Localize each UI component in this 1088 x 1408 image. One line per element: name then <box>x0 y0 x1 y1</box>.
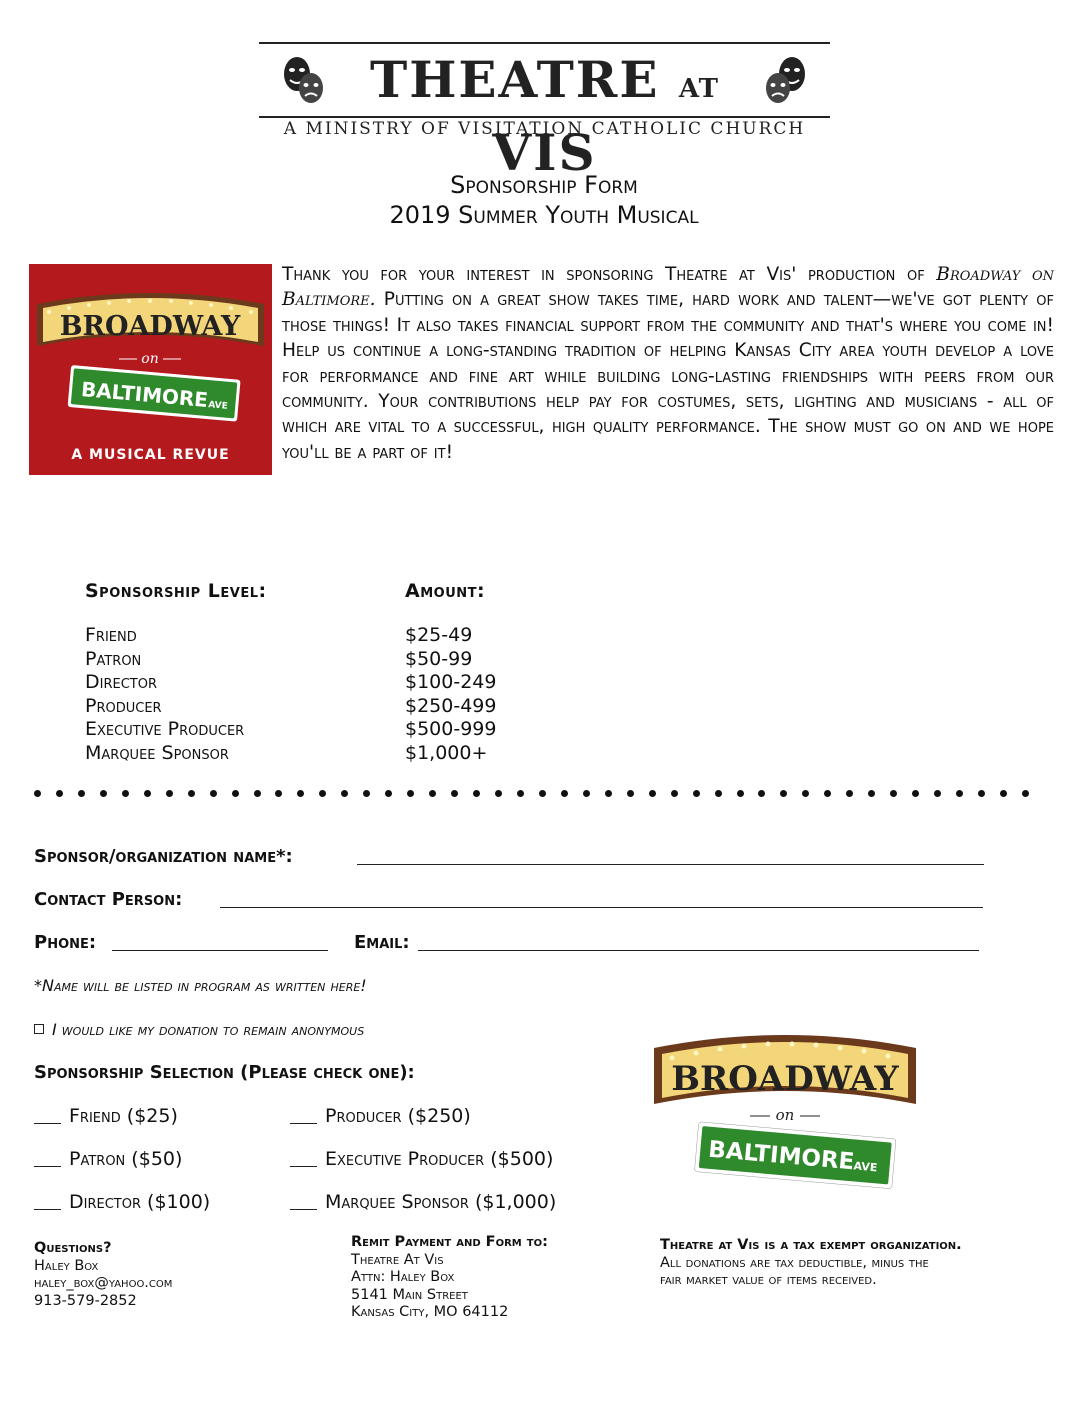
option-blank[interactable] <box>290 1209 317 1210</box>
separator-dot <box>846 790 853 797</box>
separator-dot <box>232 790 239 797</box>
separator-dot <box>605 790 612 797</box>
broadway-logo <box>650 1018 920 1198</box>
logo-street-text: BALTIMORE <box>707 1136 856 1176</box>
table-row: Patron $50-99 <box>85 647 473 670</box>
email-label: Email: <box>354 932 410 953</box>
separator-dot <box>890 790 897 797</box>
option-director[interactable]: Director ($100) <box>34 1191 210 1213</box>
ministry-subtitle: A MINISTRY OF VISITATION CATHOLIC CHURCH <box>283 119 806 139</box>
poster-tagline: A MUSICAL REVUE <box>71 447 230 463</box>
option-blank[interactable] <box>290 1123 317 1124</box>
separator-dot <box>100 790 107 797</box>
remit-line: Theatre At Vis <box>351 1251 444 1268</box>
logo-on-text: on <box>775 1106 795 1124</box>
separator-dot <box>56 790 63 797</box>
sponsorship-levels-table <box>85 580 605 765</box>
anonymous-label: I would like my donation to remain anonymous <box>52 1020 365 1039</box>
logo-broadway-text: BROADWAY <box>671 1059 899 1099</box>
table-row: Marquee Sponsor $1,000+ <box>85 741 488 764</box>
separator-dot <box>297 790 304 797</box>
form-title <box>0 170 1088 230</box>
separator-dot <box>737 790 744 797</box>
remit-heading: Remit Payment and Form to: <box>351 1234 548 1250</box>
separator-dot <box>780 790 787 797</box>
option-executive-producer[interactable]: Executive Producer ($500) <box>290 1148 553 1170</box>
contact-email[interactable]: haley_box@yahoo.com <box>34 1275 173 1291</box>
separator-dot <box>978 790 985 797</box>
option-friend[interactable]: Friend ($25) <box>34 1105 178 1127</box>
separator-dot <box>407 790 414 797</box>
separator-dot <box>1000 790 1007 797</box>
separator-dot <box>561 790 568 797</box>
option-producer[interactable]: Producer ($250) <box>290 1105 471 1127</box>
banner-top-rule <box>259 42 830 44</box>
separator-dot <box>363 790 370 797</box>
separator-dot <box>517 790 524 797</box>
levels-header <box>85 580 605 606</box>
levels-header-amount: Amount: <box>405 580 486 602</box>
separator-dot <box>188 790 195 797</box>
separator-dot <box>627 790 634 797</box>
contact-phone: 913-579-2852 <box>34 1292 137 1309</box>
remit-block <box>351 1234 548 1322</box>
separator-dot <box>210 790 217 797</box>
remit-line: 5141 Main Street <box>351 1286 468 1303</box>
sponsor-name-field[interactable] <box>357 864 984 865</box>
option-blank[interactable] <box>34 1123 61 1124</box>
separator-dot <box>649 790 656 797</box>
questions-heading: Questions? <box>34 1240 112 1256</box>
tax-heading: Theatre at Vis is a tax exempt organization. <box>660 1237 962 1253</box>
separator-dot <box>385 790 392 797</box>
separator-dot <box>539 790 546 797</box>
separator-dot <box>715 790 722 797</box>
sponsor-name-label: Sponsor/organization name*: <box>34 846 293 867</box>
anonymous-checkbox[interactable] <box>34 1024 44 1034</box>
separator-dot <box>144 790 151 797</box>
separator-dot <box>122 790 129 797</box>
option-blank[interactable] <box>34 1166 61 1167</box>
separator-dot <box>824 790 831 797</box>
poster-ave-text: AVE <box>207 400 229 412</box>
separator-dot <box>758 790 765 797</box>
questions-block <box>34 1240 172 1310</box>
separator-dot <box>34 790 41 797</box>
banner-bottom-rule <box>259 116 830 118</box>
separator-dot <box>78 790 85 797</box>
theatre-masks-icon <box>279 52 327 108</box>
remit-line: Kansas City, MO 64112 <box>351 1304 509 1320</box>
tax-block <box>660 1237 962 1290</box>
intro-paragraph: Thank you for your interest in sponsoring Theatre at Vis' production of Broadway on Baltimore. Putting on a great show takes time, hard work and talent—we've got plenty of those things! It also takes financial support from the community and that's where you come in! Help us continue a long-standing tradition of helping Kansas City area youth develop a love for performance and fine art while building long-lasting friendships with peers from our community. Your contributions help pay for costumes, sets, lighting and musicians - all of which are vital to a successful, high quality performance. The show must go on and we hope you'll be a part of it! <box>34 262 1054 487</box>
separator-dot <box>275 790 282 797</box>
table-row: Director $100-249 <box>85 671 497 693</box>
poster-street-text: BALTIMORE <box>80 377 209 413</box>
separator-dot <box>802 790 809 797</box>
contact-name: Haley Box <box>34 1257 99 1274</box>
selection-heading: Sponsorship Selection (Please check one): <box>34 1062 415 1083</box>
separator-dot <box>1022 790 1029 797</box>
dotted-separator <box>34 790 1029 797</box>
separator-dot <box>671 790 678 797</box>
separator-dot <box>451 790 458 797</box>
table-row: Executive Producer $500-999 <box>85 718 497 740</box>
separator-dot <box>319 790 326 797</box>
option-marquee-sponsor[interactable]: Marquee Sponsor ($1,000) <box>290 1191 556 1213</box>
tax-line: All donations are tax deductible, minus the <box>660 1254 929 1271</box>
separator-dot <box>166 790 173 797</box>
org-title: THEATRE AT VIS <box>369 50 720 182</box>
table-row: Producer $250-499 <box>85 694 497 717</box>
tax-line: fair market value of items received. <box>660 1272 877 1288</box>
levels-header-level: Sponsorship Level: <box>85 580 267 602</box>
poster-broadway-text: BROADWAY <box>59 311 241 342</box>
separator-dot <box>341 790 348 797</box>
email-field[interactable] <box>418 950 979 951</box>
show-title: Broadway on Baltimore. <box>282 264 1054 311</box>
poster-on-text: on <box>141 351 159 367</box>
option-blank[interactable] <box>290 1166 317 1167</box>
separator-dot <box>912 790 919 797</box>
anonymous-option[interactable] <box>34 1020 364 1039</box>
separator-dot <box>254 790 261 797</box>
form-title-line1: Sponsorship Form <box>450 171 638 199</box>
contact-person-label: Contact Person: <box>34 889 183 910</box>
separator-dot <box>495 790 502 797</box>
remit-line: Attn: Haley Box <box>351 1269 455 1285</box>
program-note: *Name will be listed in program as written here! <box>34 976 367 995</box>
logo-ave-text: AVE <box>852 1159 878 1175</box>
form-title-line2: 2019 Summer Youth Musical <box>389 201 699 229</box>
separator-dot <box>868 790 875 797</box>
separator-dot <box>429 790 436 797</box>
option-patron[interactable]: Patron ($50) <box>34 1148 182 1170</box>
separator-dot <box>956 790 963 797</box>
poster-spacer <box>34 262 282 487</box>
table-row: Friend $25-49 <box>85 624 473 646</box>
theatre-masks-icon <box>762 52 810 108</box>
contact-person-field[interactable] <box>220 907 983 908</box>
option-blank[interactable] <box>34 1209 61 1210</box>
separator-dot <box>473 790 480 797</box>
separator-dot <box>934 790 941 797</box>
separator-dot <box>693 790 700 797</box>
phone-field[interactable] <box>112 950 328 951</box>
phone-label: Phone: <box>34 932 97 953</box>
separator-dot <box>583 790 590 797</box>
